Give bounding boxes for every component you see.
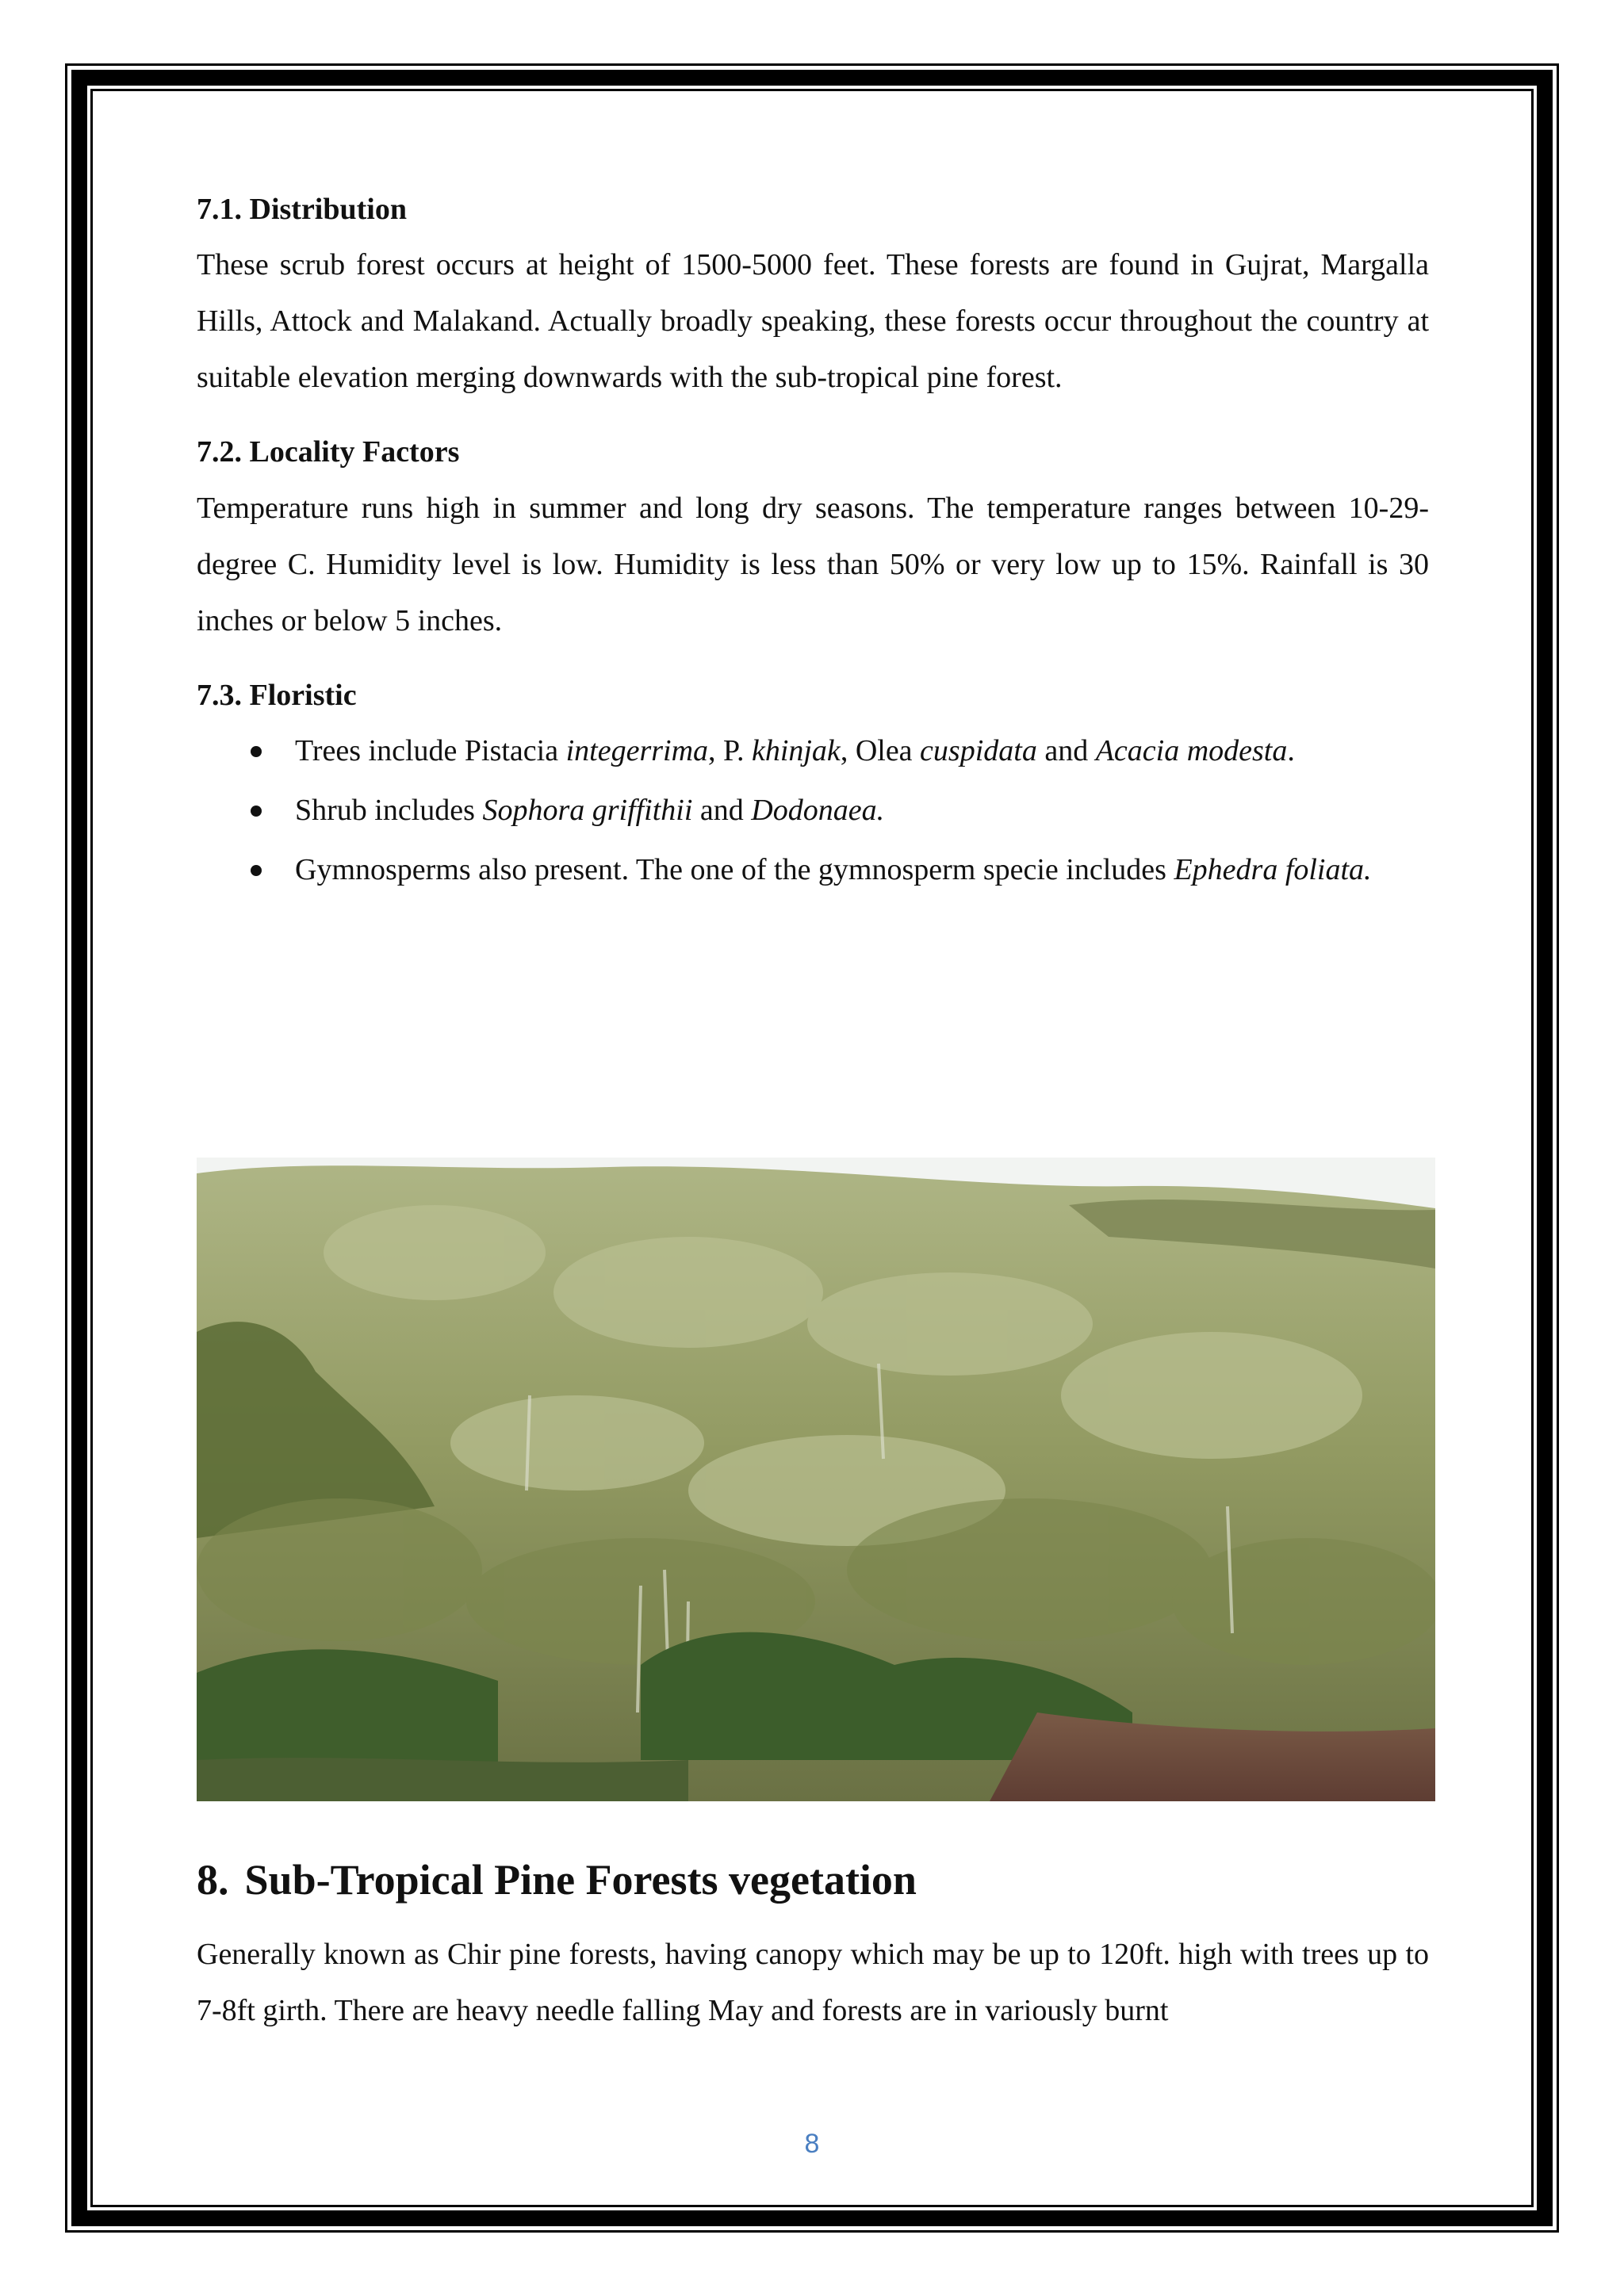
page-number: 8 bbox=[804, 2129, 820, 2159]
section-number: 8. bbox=[197, 1856, 229, 1904]
species-name: khinjak bbox=[751, 734, 841, 768]
section-8-heading bbox=[197, 1855, 917, 1904]
bullet-text: and bbox=[692, 794, 752, 828]
bullet-text: Gymnosperms also present. The one of the gymnosperm specie includes bbox=[295, 853, 1174, 887]
document-body bbox=[197, 190, 1429, 925]
bullet-text: , P. bbox=[708, 734, 752, 768]
species-name: Ephedra foliata. bbox=[1174, 853, 1372, 887]
bullet-text: , Olea bbox=[840, 734, 921, 768]
section-heading: 7.2. Locality Factors bbox=[197, 435, 460, 469]
bullet-dot-icon bbox=[251, 746, 262, 757]
section-title: Sub-Tropical Pine Forests vegetation bbox=[244, 1856, 917, 1904]
section-locality-factors bbox=[197, 433, 1429, 649]
section-paragraph: These scrub forest occurs at height of 1500-5000 feet. These forests are found in Gujrat, Margalla Hills, Attock and Malakand. Actually broadly speaking, these forests occur throughout the country at suitable elevation merging downwards with the sub-tropical pine forest. bbox=[197, 248, 1429, 395]
bullet-item bbox=[197, 842, 1429, 898]
floristic-list bbox=[197, 723, 1429, 898]
scrub-forest-photo bbox=[197, 1158, 1435, 1801]
species-name: Dodonaea. bbox=[751, 794, 885, 828]
species-name: cuspidata bbox=[920, 734, 1037, 768]
bullet-text: . bbox=[1287, 734, 1295, 768]
bullet-dot-icon bbox=[251, 806, 262, 817]
bullet-dot-icon bbox=[251, 865, 262, 876]
section-floristic bbox=[197, 676, 1429, 898]
species-name: Sophora griffithii bbox=[482, 794, 693, 828]
section-paragraph: Generally known as Chir pine forests, having canopy which may be up to 120ft. high with trees up to 7-8ft girth. There are heavy needle falling May and forests are in variously burnt bbox=[197, 1938, 1429, 2027]
bullet-item bbox=[197, 783, 1429, 839]
section-8-body bbox=[197, 1927, 1429, 2039]
section-distribution bbox=[197, 190, 1429, 406]
bullet-text: and bbox=[1036, 734, 1096, 768]
section-paragraph: Temperature runs high in summer and long dry seasons. The temperature ranges between 10-29-degree C. Humidity level is low. Humidity is less than 50% or very low up to 15%. Rainfall is 30 inches or below 5 inches. bbox=[197, 491, 1429, 637]
bullet-item bbox=[197, 723, 1429, 779]
bullet-text: Shrub includes bbox=[295, 794, 483, 828]
section-heading: 7.3. Floristic bbox=[197, 678, 357, 712]
section-heading: 7.1. Distribution bbox=[197, 193, 407, 226]
bullet-text: Trees include Pistacia bbox=[295, 734, 566, 768]
species-name: integerrima bbox=[565, 734, 709, 768]
species-name: Acacia modesta bbox=[1095, 734, 1288, 768]
